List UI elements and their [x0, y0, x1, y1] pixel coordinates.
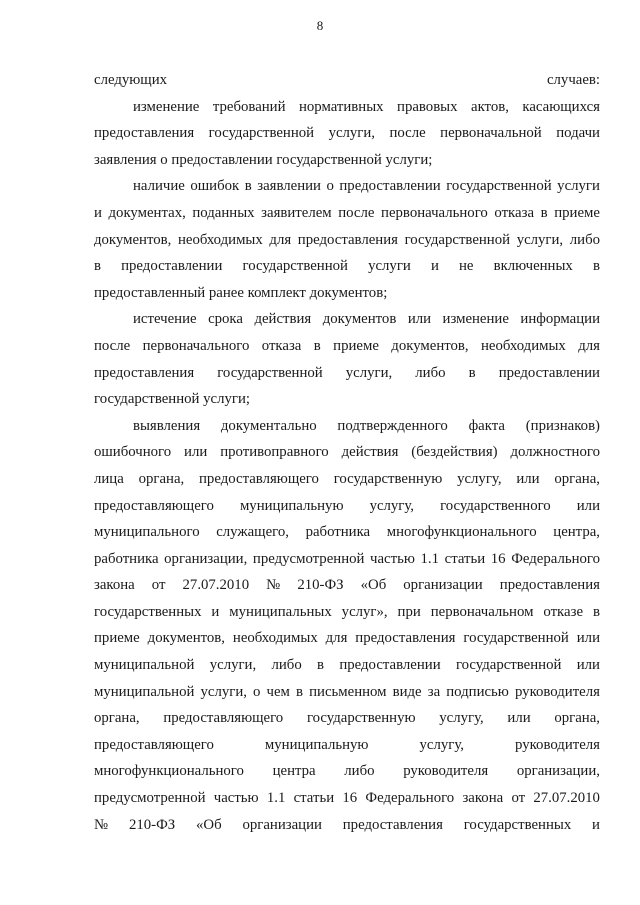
page-number: 8 — [316, 18, 324, 33]
text-line: предусмотренной частью 1.1 статьи 16 Федерального закона от 27.07.2010 — [94, 790, 600, 807]
text-line: муниципального служащего, работника многофункционального центра, — [94, 524, 600, 541]
text-line: истечение срока действия документов или изменение информации — [133, 311, 600, 328]
text-line: после первоначального отказа в приеме документов, необходимых для — [94, 337, 600, 354]
text-line: предоставляющего муниципальную услугу, государственного или — [94, 497, 600, 514]
text-line: ошибочного или противоправного действия (бездействия) должностного — [94, 444, 600, 461]
text-line: закона от 27.07.2010 № 210-ФЗ «Об организации предоставления — [94, 577, 600, 594]
text-line: предоставления государственной услуги, после первоначальной подачи — [94, 125, 600, 142]
text-line: следующих случаев: — [94, 72, 600, 88]
text-line: предоставления государственной услуги, либо в предоставлении — [94, 364, 600, 381]
text-line: органа, предоставляющего государственную услугу, или органа, — [94, 710, 600, 727]
text-line: в предоставлении государственной услуги и не включенных в — [94, 258, 600, 275]
text-line: и документах, поданных заявителем после первоначального отказа в приеме — [94, 204, 600, 221]
text-line: предоставляющего муниципальную услугу, руководителя — [94, 736, 600, 753]
text-line: № 210-ФЗ «Об организации предоставления государственных и — [94, 816, 600, 833]
text-line: работника организации, предусмотренной частью 1.1 статьи 16 Федерального — [94, 550, 600, 567]
text-line: лица органа, предоставляющего государственную услугу, или органа, — [94, 470, 600, 487]
text-line: государственных и муниципальных услуг», при первоначальном отказе в — [94, 603, 600, 620]
text-line: муниципальной услуги, либо в предоставлении государственной или — [94, 657, 600, 674]
document-body — [94, 67, 600, 838]
text-line: многофункционального центра либо руководителя организации, — [94, 763, 600, 780]
text-line: приеме документов, необходимых для предоставления государственной или — [94, 630, 600, 647]
text-line: муниципальной услуги, о чем в письменном виде за подписью руководителя — [94, 683, 600, 700]
text-line: изменение требований нормативных правовых актов, касающихся — [133, 98, 600, 115]
text-line: документов, необходимых для предоставления государственной услуги, либо — [94, 231, 600, 248]
text-line: наличие ошибок в заявлении о предоставлении государственной услуги — [133, 178, 600, 195]
text-line: предоставленный ранее комплект документов; — [94, 284, 388, 301]
text-line: государственной услуги; — [94, 391, 251, 408]
text-line: заявления о предоставлении государственной услуги; — [94, 151, 433, 168]
text-line: выявления документально подтвержденного факта (признаков) — [133, 417, 600, 434]
